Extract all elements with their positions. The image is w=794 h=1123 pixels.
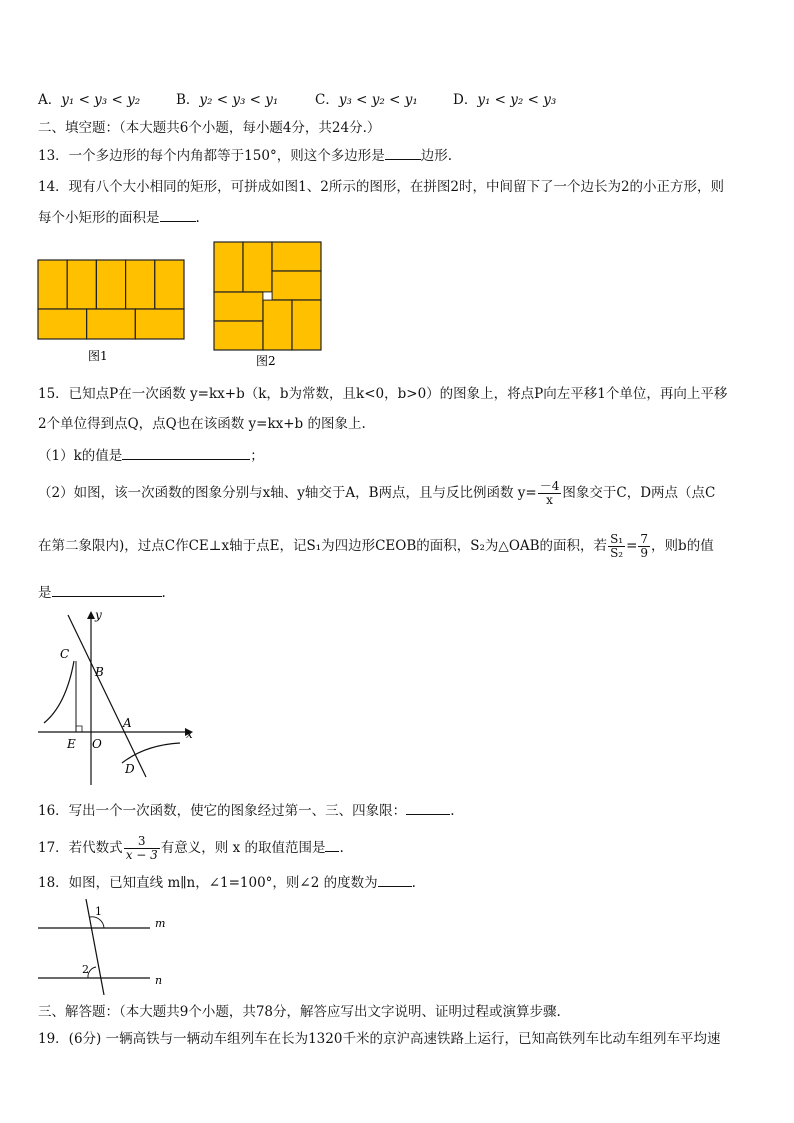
question-14-line2: 每个小矩形的面积是 . xyxy=(38,207,200,228)
hyperbola-branch-2 xyxy=(44,661,74,723)
figure-1-caption: 图1 xyxy=(88,349,108,363)
question-16: 16．写出一个一次函数，使它的图象经过第一、三、四象限： . xyxy=(38,800,454,821)
question-15-line4: 在第二象限内)，过点C作CE⊥x轴于点E，记S₁为四边形CEOB的面积，S₂为△OAB的面积，若 $\frac{\text{S₁}}{\text{S₂}}$ = $\frac{7}{9}$ ，则b的值 xyxy=(38,532,714,560)
figure-2-rect xyxy=(214,321,263,350)
option-b: B．y₂ < y₃ < y₁ xyxy=(176,92,279,108)
right-angle-mark xyxy=(76,726,82,732)
linear-function-line xyxy=(68,615,146,777)
angle-2-arc xyxy=(88,967,96,978)
figure-1-rect xyxy=(135,309,184,339)
question-15-line5: 是 . xyxy=(38,582,166,603)
figure-2-rect xyxy=(292,300,321,350)
figure-2-rect xyxy=(243,242,272,292)
question-18: 18．如图，已知直线 m∥n，∠1=100°，则∠2 的度数为 . xyxy=(38,872,416,893)
figure-1-rect xyxy=(155,260,184,309)
parallel-lines-figure xyxy=(30,895,190,995)
answer-blank xyxy=(52,582,162,597)
question-15-line1: 15．已知点P在一次函数 y=kx+b（k，b为常数，且k<0，b>0）的图象上，将点P向左平移1个单位，再向上平移 xyxy=(38,386,728,402)
figure-1-rect xyxy=(96,260,125,309)
label-angle-2: 2 xyxy=(82,963,89,976)
figure-1-rect xyxy=(87,309,136,339)
figure-2-rect xyxy=(272,271,321,300)
figure-1-rect xyxy=(126,260,155,309)
ratio-value-fraction: $\frac{7}{9}$ xyxy=(640,532,649,560)
coordinate-graph xyxy=(30,605,200,790)
figure-2 xyxy=(214,242,321,350)
figure-1-rect xyxy=(38,309,87,339)
question-15-line2: 2个单位得到点Q，点Q也在该函数 y=kx+b 的图象上. xyxy=(38,416,366,432)
question-15-part2: （2）如图，该一次函数的图象分别与x轴、y轴交于A，B两点，且与反比例函数 y= $\frac{-4}{x}$ 图象交于C，D两点（点C xyxy=(38,479,716,507)
label-n: n xyxy=(155,974,163,987)
label-angle-1: 1 xyxy=(95,905,102,918)
question-14-line1: 14．现有八个大小相同的矩形，可拼成如图1、2所示的图形，在拼图2时，中间留下了一个边长为2的小正方形，则 xyxy=(38,179,725,195)
angle-1-arc xyxy=(90,917,104,928)
figure-2-rect xyxy=(214,242,243,292)
question-19: 19．(6分) 一辆高铁与一辆动车组列车在长为1320千米的京沪高速铁路上运行，已知高铁列车比动车组列车平均速 xyxy=(38,1031,721,1047)
section-2-heading: 二、填空题：（本大题共6个小题，每小题4分，共24分.） xyxy=(38,120,381,136)
figure-1-rect xyxy=(38,260,67,309)
inverse-function-fraction: $\frac{-4}{x}$ xyxy=(539,479,560,507)
option-d: D．y₁ < y₂ < y₃ xyxy=(453,92,557,108)
answer-blank xyxy=(378,872,412,887)
label-y: y xyxy=(95,608,102,622)
option-c: C．y₃ < y₂ < y₁ xyxy=(315,92,418,108)
question-17: 17．若代数式 $\frac{3}{x - 3}$ 有意义，则 x 的取值范围是 . xyxy=(38,834,344,862)
question-13: 13．一个多边形的每个内角都等于150°，则这个多边形是 边形. xyxy=(38,145,452,166)
figure-1-rect xyxy=(67,260,96,309)
label-c: C xyxy=(60,647,70,661)
figure-2-rect xyxy=(214,292,263,321)
y-axis-arrow xyxy=(87,611,95,619)
label-d: D xyxy=(125,762,135,776)
option-a: A．y₁ < y₃ < y₂ xyxy=(38,92,141,108)
label-o: O xyxy=(92,737,102,751)
figure-2-caption: 图2 xyxy=(256,354,276,368)
answer-blank xyxy=(325,837,339,852)
label-m: m xyxy=(155,917,166,930)
label-b: B xyxy=(95,665,104,679)
answer-blank xyxy=(406,800,450,815)
label-x: x xyxy=(186,727,193,741)
figure-2-rect xyxy=(263,300,292,350)
algebraic-fraction: $\frac{3}{x - 3}$ xyxy=(125,834,158,862)
figure-1 xyxy=(38,260,184,339)
figure-2-rect xyxy=(272,242,321,271)
label-e: E xyxy=(67,737,76,751)
label-a: A xyxy=(123,716,132,730)
answer-blank xyxy=(122,445,250,460)
section-3-heading: 三、解答题：（本大题共9个小题，共78分，解答应写出文字说明、证明过程或演算步骤. xyxy=(38,1004,561,1020)
question-15-part1: （1）k的值是 ； xyxy=(38,445,264,466)
figure-2-center-square xyxy=(263,292,272,300)
area-ratio-fraction: $\frac{\text{S₁}}{\text{S₂}}$ xyxy=(610,532,624,560)
